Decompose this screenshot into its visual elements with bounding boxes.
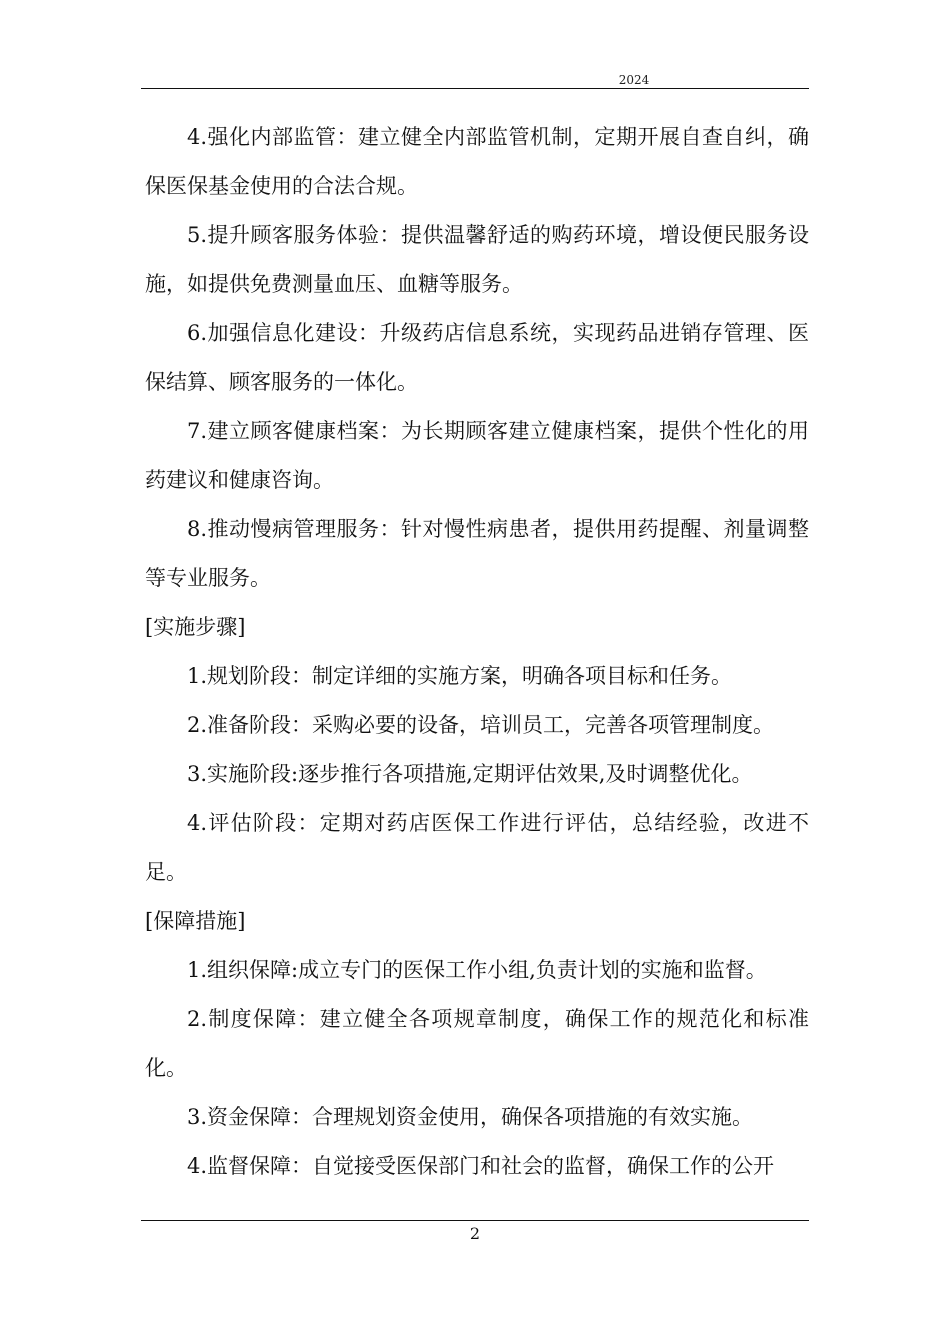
- footer-rule: [141, 1220, 809, 1221]
- paragraph-implementation-stage: 3.实施阶段:逐步推行各项措施,定期评估效果,及时调整优化。: [187, 762, 753, 786]
- section-heading-implementation: [实施步骤]: [145, 615, 246, 639]
- document-body: [145, 113, 809, 1191]
- paragraph-informatization: 6.加强信息化建设：升级药店信息系统，实现药品进销存管理、医保结算、顾客服务的一体化。: [145, 321, 809, 394]
- paragraph-planning-stage: 1.规划阶段：制定详细的实施方案，明确各项目标和任务。: [187, 664, 733, 688]
- paragraph-chronic-disease: 8.推动慢病管理服务：针对慢性病患者，提供用药提醒、剂量调整等专业服务。: [145, 517, 809, 590]
- paragraph-internal-supervision: 4.强化内部监管：建立健全内部监管机制，定期开展自查自纠，确保医保基金使用的合法合规。: [145, 125, 809, 198]
- header-rule: [141, 88, 809, 89]
- paragraph-preparation-stage: 2.准备阶段：采购必要的设备，培训员工，完善各项管理制度。: [187, 713, 775, 737]
- paragraph-health-records: 7.建立顾客健康档案：为长期顾客建立健康档案，提供个性化的用药建议和健康咨询。: [145, 419, 809, 492]
- section-heading-safeguards: [保障措施]: [145, 909, 246, 933]
- paragraph-system-safeguard: 2.制度保障：建立健全各项规章制度，确保工作的规范化和标准化。: [145, 1007, 809, 1080]
- paragraph-funding-safeguard: 3.资金保障：合理规划资金使用，确保各项措施的有效实施。: [187, 1105, 754, 1129]
- header-year: 2024: [618, 73, 650, 87]
- paragraph-organization-safeguard: 1.组织保障:成立专门的医保工作小组,负责计划的实施和监督。: [187, 958, 767, 982]
- paragraph-supervision-safeguard: 4.监督保障：自觉接受医保部门和社会的监督，确保工作的公开: [187, 1154, 775, 1178]
- paragraph-customer-service: 5.提升顾客服务体验：提供温馨舒适的购药环境，增设便民服务设施，如提供免费测量血压、血糖等服务。: [145, 223, 809, 296]
- page-number: 2: [469, 1224, 481, 1243]
- paragraph-evaluation-stage: 4.评估阶段：定期对药店医保工作进行评估，总结经验，改进不足。: [145, 811, 809, 884]
